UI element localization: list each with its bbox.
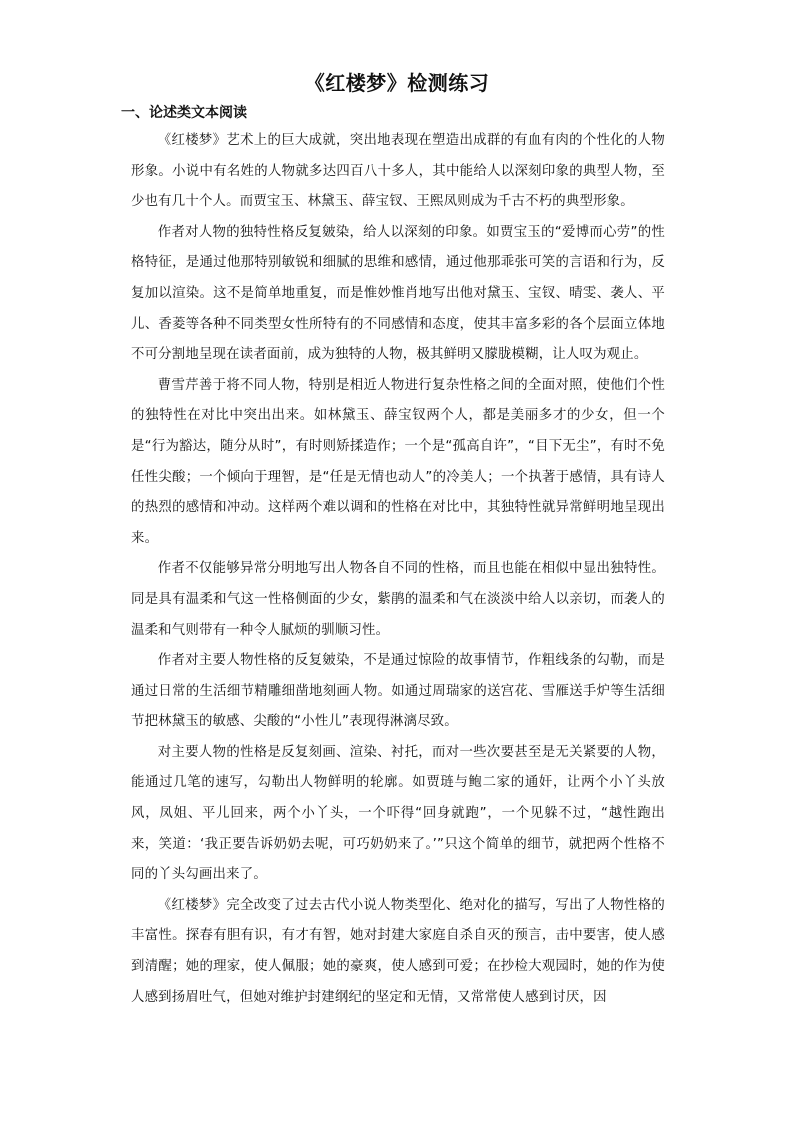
paragraph-7: 《红楼梦》完全改变了过去古代小说人物类型化、绝对化的描写，写出了人物性格的丰富性。探春有胆有识，有才有智，她对封建大家庭自杀自灭的预言，击中要害，使人感到清醒；她的理家，使人佩服；她的豪爽，使人感到可爱；在抄检大观园时，她的作为使人感到扬眉吐气，但她对维护封建纲纪的坚定和无情，又常常使人感到讨厌，因	[131, 897, 665, 1005]
paragraph-2: 作者对人物的独特性格反复皴染，给人以深刻的印象。如贾宝玉的“爱博而心劳”的性格特征，是通过他那特别敏锐和细腻的思维和感情，通过他那乖张可笑的言语和行为，反复加以渲染。这不是简单地重复，而是惟妙惟肖地写出他对黛玉、宝钗、晴雯、袭人、平儿、香菱等各种不同类型女性所特有的不同感情和态度，使其丰富多彩的各个层面立体地不可分割地呈现在读者面前，成为独特的人物，极其鲜明又朦胧模糊，让人叹为观止。	[131, 224, 665, 363]
paragraph-4: 作者不仅能够异常分明地写出人物各自不同的性格，而且也能在相似中显出独特性。同是具有温柔和气这一性格侧面的少女，紫鹃的温柔和气在淡淡中给人以亲切，而袭人的温柔和气则带有一种令人腻烦的驯顺习性。	[131, 561, 665, 638]
paragraph-1: 《红楼梦》艺术上的巨大成就，突出地表现在塑造出成群的有血有肉的个性化的人物形象。小说中有名姓的人物就多达四百八十多人，其中能给人以深刻印象的典型人物，至少也有几十个人。而贾宝玉、林黛玉、薛宝钗、王熙凤则成为千古不朽的典型形象。	[131, 133, 665, 210]
paragraph-6: 对主要人物的性格是反复刻画、渲染、衬托，而对一些次要甚至是无关紧要的人物，能通过几笔的速写，勾勒出人物鲜明的轮廓。如贾琏与鲍二家的通奸，让两个小丫头放风，凤姐、平儿回来，两个小丫头，一个吓得“回身就跑”，一个见躲不过，“越性跑出来，笑道：‘我正要告诉奶奶去呢，可巧奶奶来了。’”只这个简单的细节，就把两个性格不同的丫头勾画出来了。	[131, 744, 665, 883]
paragraph-3: 曹雪芹善于将不同人物，特别是相近人物进行复杂性格之间的全面对照，使他们个性的独特性在对比中突出出来。如林黛玉、薛宝钗两个人，都是美丽多才的少女，但一个是“行为豁达，随分从时”，有时则矫揉造作；一个是“孤高自许”，“目下无尘”，有时不免任性尖酸；一个倾向于理智，是“任是无情也动人”的冷美人；一个执著于感情，具有诗人的热烈的感情和冲动。这样两个难以调和的性格在对比中，其独特性就异常鲜明地呈现出来。	[131, 377, 665, 546]
document-title: 《红楼梦》检测练习	[304, 71, 490, 95]
section-heading: 一、论述类文本阅读	[121, 105, 247, 121]
article-body	[131, 126, 665, 1013]
paragraph-5: 作者对主要人物性格的反复皴染，不是通过惊险的故事情节，作粗线条的勾勒，而是通过日常的生活细节精雕细凿地刻画人物。如通过周瑞家的送宫花、雪雁送手炉等生活细节把林黛玉的敏感、尖酸的“小性儿”表现得淋漓尽致。	[131, 653, 665, 730]
